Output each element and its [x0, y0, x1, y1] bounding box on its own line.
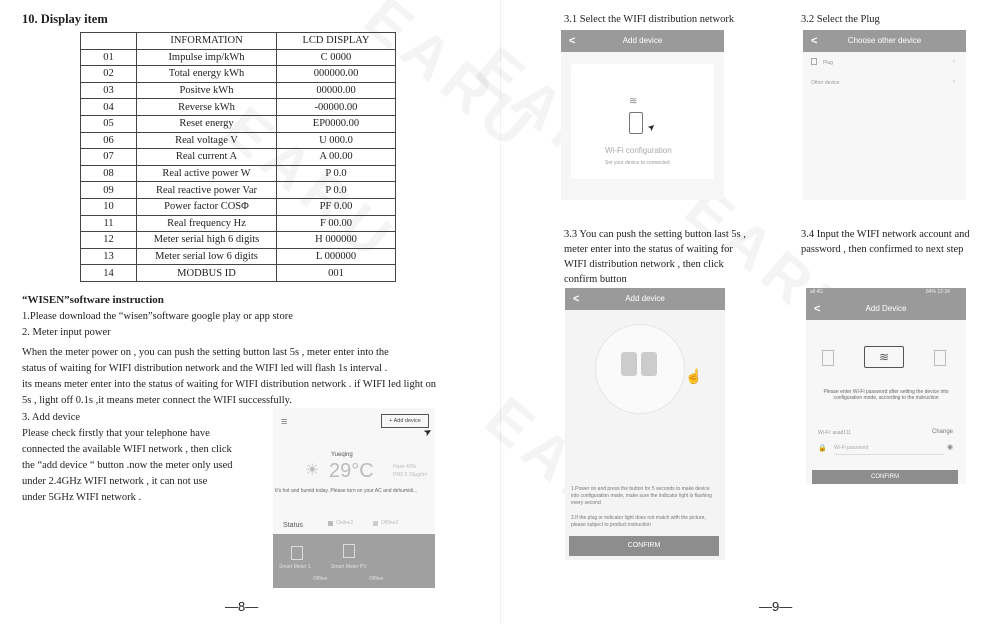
text-line: connected the available WIFI network , then click: [22, 444, 232, 455]
row-number: 09: [81, 182, 137, 199]
location-label: Yueqing: [331, 452, 353, 458]
table-header: [81, 33, 137, 50]
phone-icon: [822, 350, 834, 366]
plug-illustration: [595, 324, 685, 414]
wisen-instructions: [22, 309, 436, 409]
checkbox[interactable]: [328, 521, 333, 526]
table-row: [81, 49, 396, 66]
lcd-display-cell: 000000.00: [277, 66, 396, 83]
row-number: 08: [81, 165, 137, 182]
add-device-section: [22, 410, 233, 506]
table-row: [81, 115, 396, 132]
row-number: 05: [81, 115, 137, 132]
table-header: LCD DISPLAY: [277, 33, 396, 50]
confirm-button[interactable]: CONFIRM: [569, 536, 719, 556]
status-option: Offline2: [381, 520, 399, 526]
information-cell: Total energy kWh: [137, 66, 277, 83]
wifi-password-input[interactable]: Wi-Fi password: [834, 445, 944, 455]
chevron-right-icon: ›: [953, 79, 955, 85]
menu-icon: ≡: [281, 416, 288, 428]
row-number: 01: [81, 49, 137, 66]
device-state: Offline: [313, 576, 328, 582]
add-device-button[interactable]: + Add device: [381, 414, 429, 428]
information-cell: Real frequency Hz: [137, 215, 277, 232]
phone-icon: [629, 112, 643, 134]
information-cell: Positve kWh: [137, 82, 277, 99]
table-header: INFORMATION: [137, 33, 277, 50]
plug-icon: [621, 352, 637, 376]
add-device-heading: 3. Add device: [22, 412, 81, 423]
cursor-arrow-icon: ➤: [645, 120, 658, 134]
back-arrow-icon[interactable]: <: [814, 303, 821, 315]
row-number: 14: [81, 265, 137, 282]
text-line: its means meter enter into the status of waiting for WIFI distribution network . if WIFI led light on: [22, 379, 436, 390]
title-bar: [806, 298, 966, 320]
row-number: 12: [81, 232, 137, 249]
table-row: [81, 232, 396, 249]
table-row: [81, 265, 396, 282]
back-arrow-icon[interactable]: <: [573, 293, 580, 305]
row-number: 10: [81, 198, 137, 215]
title-bar: [803, 30, 966, 52]
weather-detail: Haze 40%: [393, 464, 417, 470]
section-title: 10. Display item: [22, 12, 108, 26]
page-number: —9—: [759, 599, 793, 614]
step-3-4-screenshot: [806, 288, 966, 484]
device-state: Offline: [369, 576, 384, 582]
screen-title: Add Device: [865, 304, 907, 313]
lcd-display-cell: -00000.00: [277, 99, 396, 116]
meter-icon: [343, 544, 355, 558]
screen-title: Add device: [622, 36, 663, 45]
app-home-screenshot: [273, 408, 435, 588]
lcd-display-cell: U 000.0: [277, 132, 396, 149]
device-tile[interactable]: Smart Meter PV: [331, 564, 367, 570]
lcd-display-cell: C 0000: [277, 49, 396, 66]
step-3-1-screenshot: [561, 30, 724, 200]
lcd-display-cell: P 0.0: [277, 182, 396, 199]
lcd-display-cell: PF 0.00: [277, 198, 396, 215]
instruction-note: 1.Power on and press the button for 5 seconds to make device into configuration mode, make sure the indicator light is flashing every second: [571, 486, 712, 506]
weather-detail: PM2.5 19μg/m³: [393, 472, 428, 478]
table-row: [81, 66, 396, 83]
back-arrow-icon[interactable]: <: [811, 35, 818, 47]
text-line: the “add device “ button .now the meter only used: [22, 460, 233, 471]
table-row: [81, 99, 396, 116]
step-3-2-screenshot: [803, 30, 966, 200]
wifi-config-label: Wi-Fi configuration: [605, 146, 672, 155]
row-number: 11: [81, 215, 137, 232]
table-row: [81, 215, 396, 232]
information-cell: Reverse kWh: [137, 99, 277, 116]
lock-icon: 🔒: [818, 445, 827, 452]
lcd-display-cell: A 00.00: [277, 149, 396, 166]
hand-pointer-icon: ☝: [685, 368, 703, 384]
status-label: Status: [283, 522, 303, 529]
information-cell: MODBUS ID: [137, 265, 277, 282]
row-number: 13: [81, 248, 137, 265]
temperature: 29°C: [329, 460, 374, 482]
information-cell: Impulse imp/kWh: [137, 49, 277, 66]
lcd-display-cell: 001: [277, 265, 396, 282]
table-row: [81, 165, 396, 182]
row-number: 02: [81, 66, 137, 83]
information-cell: Meter serial low 6 digits: [137, 248, 277, 265]
table-row: [81, 248, 396, 265]
lcd-display-cell: 00000.00: [277, 82, 396, 99]
weather-message: It's hot and humid today. Please turn on your AC and dehumidi...: [275, 488, 418, 494]
table-row: [81, 198, 396, 215]
instruction-note: 2.If the plug or indicator light does not match with the picture, please subject to product instruction: [571, 515, 706, 528]
text-line: 3.4 Input the WIFI network account and: [801, 229, 970, 240]
wisen-heading: “WISEN”software instruction: [22, 294, 164, 306]
information-cell: Meter serial high 6 digits: [137, 232, 277, 249]
text-line: under 5GHz WIFI network .: [22, 492, 142, 503]
screen-title: Choose other device: [847, 36, 922, 45]
lcd-display-cell: H 000000: [277, 232, 396, 249]
cursor-arrow-icon: ➤: [421, 425, 435, 440]
row-number: 04: [81, 99, 137, 116]
checkbox[interactable]: [373, 521, 378, 526]
table-row: [81, 149, 396, 166]
step-3-2-caption: 3.2 Select the Plug: [801, 14, 880, 25]
confirm-button[interactable]: CONFIRM: [812, 470, 958, 484]
text-line: When the meter power on , you can push the setting button last 5s , meter enter into the: [22, 347, 389, 358]
text-line: under 2.4GHz WIFI network , it can not use: [22, 476, 208, 487]
text-line: 2. Meter input power: [22, 327, 111, 338]
right-page: [500, 0, 1000, 624]
lcd-display-cell: P 0.0: [277, 165, 396, 182]
information-cell: Power factor COSΦ: [137, 198, 277, 215]
step-3-1-caption: 3.1 Select the WIFI distribution network: [564, 14, 735, 25]
eye-icon[interactable]: ◉: [947, 444, 954, 451]
lcd-display-cell: L 000000: [277, 248, 396, 265]
status-option: Online2: [336, 520, 354, 526]
device-list-area: [273, 534, 435, 588]
battery-status: 84% 12:34: [926, 289, 950, 295]
chevron-right-icon: ›: [953, 59, 955, 65]
text-line: status of waiting for WIFI distribution network and the WIFI led will flash 1s interval .: [22, 363, 388, 374]
text-line: 5s , light off 0.1s ,it means meter connect the WIFI successfully.: [22, 395, 292, 406]
text-line: confirm button: [564, 274, 627, 285]
row-number: 03: [81, 82, 137, 99]
device-option-other[interactable]: Other device: [811, 80, 840, 86]
lcd-display-cell: F 00.00: [277, 215, 396, 232]
meter-icon: [291, 546, 303, 560]
change-network-link[interactable]: Change: [932, 429, 954, 435]
router-wifi-icon: ≋: [864, 346, 904, 368]
sun-icon: ☀: [305, 462, 320, 479]
device-tile[interactable]: Smart Meter 1: [279, 564, 311, 570]
wifi-network-label: Wi-Fi: asad111: [818, 430, 851, 436]
step-3-4-caption: [801, 227, 970, 257]
text-line: 1.Please download the “wisen”software google play or app store: [22, 311, 293, 322]
plug-icon: [641, 352, 657, 376]
information-cell: Real voltage V: [137, 132, 277, 149]
title-bar: [565, 288, 725, 310]
table-row: [81, 182, 396, 199]
table-row: [81, 132, 396, 149]
table-row: [81, 82, 396, 99]
lcd-display-cell: EP0000.00: [277, 115, 396, 132]
title-bar: [561, 30, 724, 52]
wifi-config-sublabel: Set your device to connected: [605, 160, 670, 166]
plug-icon: [811, 58, 817, 65]
text-line: meter enter into the status of waiting for: [564, 244, 733, 255]
wifi-icon: ≋: [629, 96, 638, 107]
display-item-table: [80, 32, 396, 282]
information-cell: Real reactive power Var: [137, 182, 277, 199]
information-cell: Reset energy: [137, 115, 277, 132]
device-option-plug[interactable]: Plug: [823, 60, 834, 66]
row-number: 06: [81, 132, 137, 149]
text-line: Please check firstly that your telephone have: [22, 428, 210, 439]
step-3-3-caption: [564, 227, 746, 287]
text-line: WIFI distribution network , then click: [564, 259, 724, 270]
password-instruction: Please enter Wi-Fi password after setting the device into configuration mode, according to the instruction: [823, 389, 949, 401]
step-3-3-screenshot: [565, 288, 725, 560]
text-line: password , then confirmed to next step: [801, 244, 964, 255]
back-arrow-icon[interactable]: <: [569, 35, 576, 47]
information-cell: Real current A: [137, 149, 277, 166]
row-number: 07: [81, 149, 137, 166]
text-line: 3.3 You can push the setting button last 5s ,: [564, 229, 747, 240]
plug-icon: [934, 350, 946, 366]
information-cell: Real active power W: [137, 165, 277, 182]
signal-status: all 4G: [810, 289, 824, 295]
page-number: —8—: [225, 599, 259, 614]
screen-title: Add device: [625, 294, 665, 303]
